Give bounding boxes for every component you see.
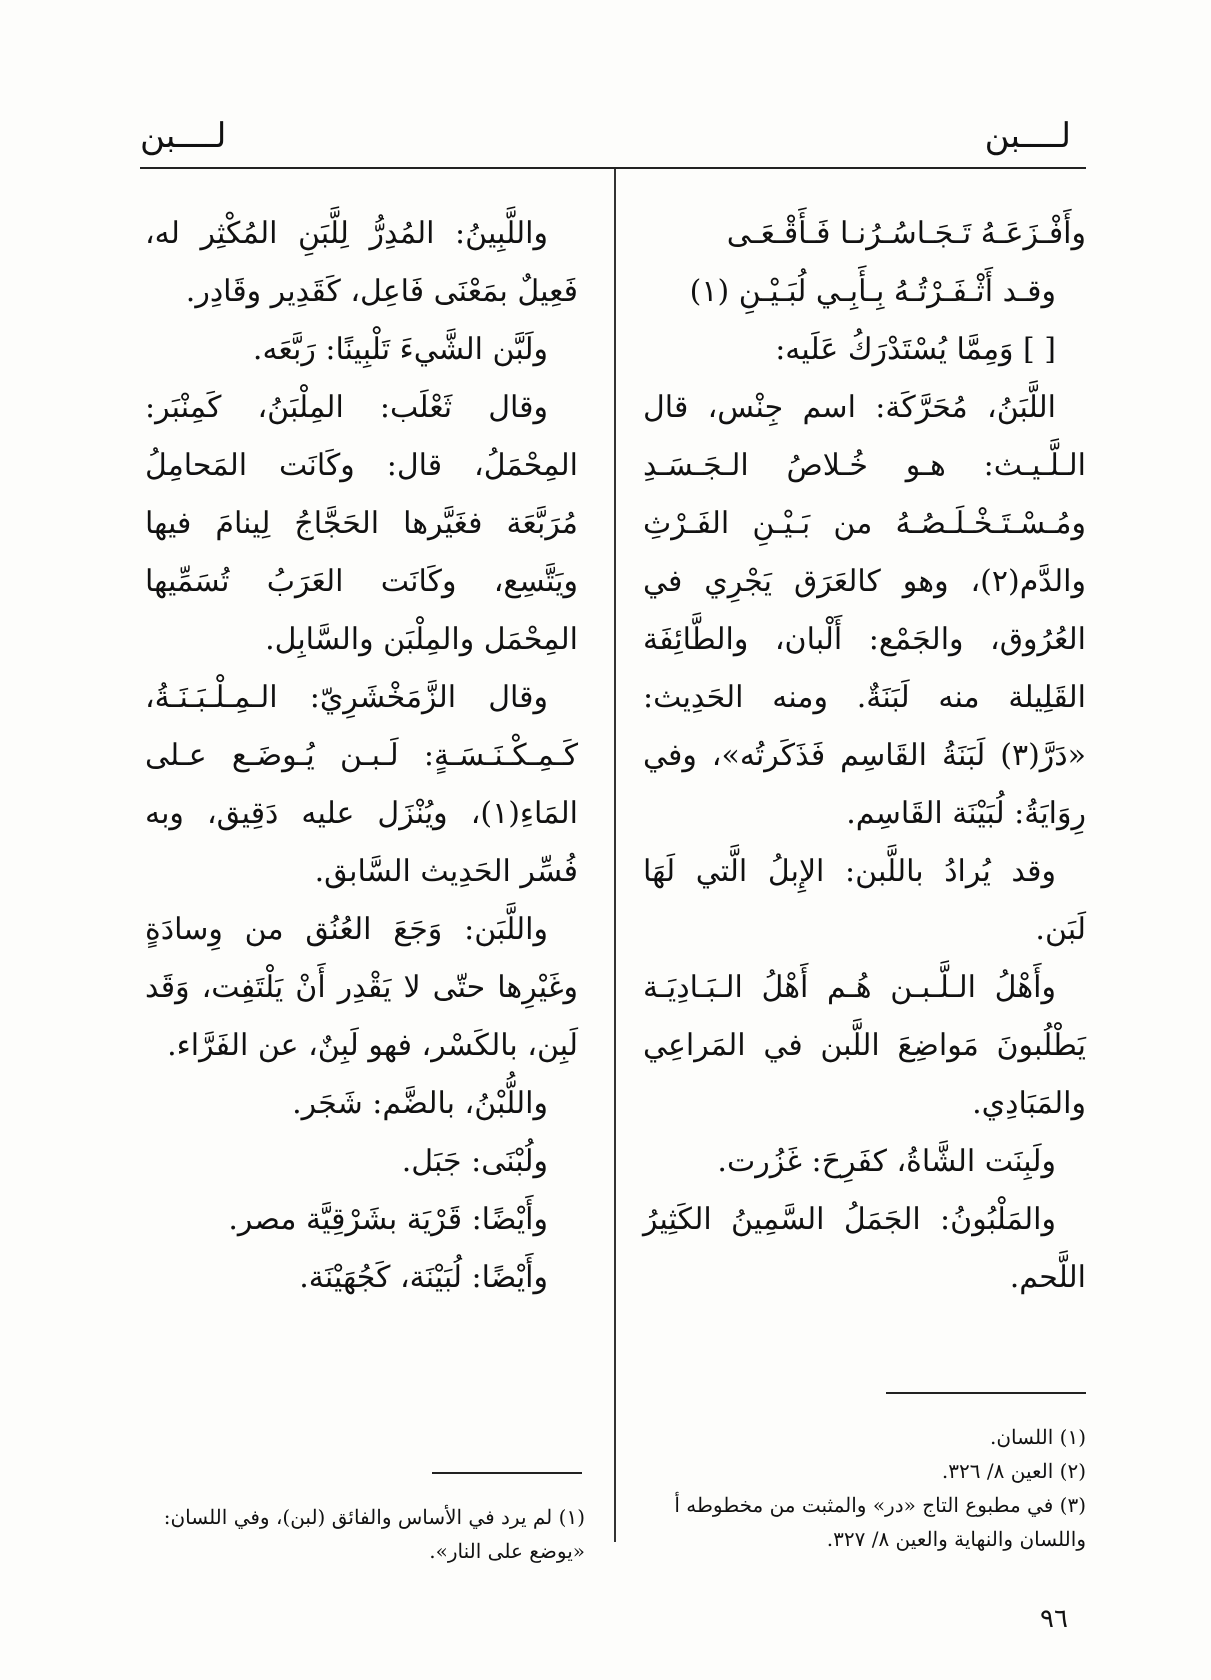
paragraph: وأَيْضًا: لُبَيْنَة، كَجُهَيْنَة. bbox=[299, 1260, 548, 1295]
paragraph: ولَبَّن الشَّيءَ تَلْبِينًا: رَبَّعَه. bbox=[252, 332, 548, 367]
paragraph: ولُبْنَى: جَبَل. bbox=[401, 1144, 548, 1179]
paragraph: ولَبِنَت الشَّاةُ، كفَرِحَ: غَزُرت. bbox=[717, 1144, 1056, 1179]
header-left-word: لــــبن bbox=[140, 116, 227, 156]
footnote: (٣) في مطبوع التاج «در» والمثبت من مخطوطه أ واللسان والنهاية والعين ٨/ ٣٢٧. bbox=[674, 1493, 1086, 1551]
paragraph: [ ] وَمِمَّا يُسْتَدْرَكُ عَلَيه: bbox=[775, 332, 1056, 367]
left-column bbox=[145, 205, 578, 1307]
footnote: (٢) العين ٨/ ٣٢٦. bbox=[941, 1459, 1086, 1483]
page-number: ٩٦ bbox=[1040, 1604, 1068, 1634]
verse-line: وقـد أَثْـفَـرْتُـهُ بِـأَبِـي لُبَـيْـنِ (١) bbox=[689, 274, 1056, 309]
paragraph: وأَيْضًا: قَرْيَة بشَرْقِيَّة مصر. bbox=[228, 1202, 548, 1237]
paragraph: وقد يُرادُ باللَّبن: الإِبلُ الَّتي لَهَا لَبَن. bbox=[643, 854, 1086, 947]
right-column bbox=[643, 205, 1086, 1307]
paragraph: والمَلْبُونُ: الجَمَلُ السَّمِينُ الكَثِيرُ اللَّحم. bbox=[643, 1202, 1086, 1295]
verse-line: وأَفْـزَعَـهُ تَـجَـاسُـرُنـا فَـأَقْـعَـى bbox=[726, 216, 1086, 251]
footnotes-right bbox=[636, 1420, 1086, 1556]
paragraph: واللَّبِينُ: المُدِرُّ لِلَّبَنِ المُكْثِر له، فَعِيلٌ بمَعْنَى فَاعِل، كَقَدِير وقَادِر. bbox=[145, 216, 578, 309]
paragraph: اللَّبَنُ، مُحَرَّكَة: اسم جِنْس، قال الـلَّـيـث: هـو خُـلاصُ الـجَـسَـدِ ومُـسْـتَـخْـلَـصُـهُ من بَـيْـنِ الفَـرْثِ والدَّم(٢)، وهو كالعَرَق يَجْرِي في العُرُوق، والجَمْع: أَلْبان، والطَّائِفَة القَلِيلة منه لَبَنَةٌ. ومنه الحَدِيث: «دَرَّ(٣) لَبَنَةُ القَاسِم فَذَكَرتُه»، وفي رِوَايَةُ: لُبَيْنَة القَاسِم. bbox=[643, 390, 1086, 831]
paragraph: واللُّبْنُ، بالضَّم: شَجَر. bbox=[292, 1086, 548, 1121]
paragraph: وقال ثَعْلَب: المِلْبَنُ، كَمِنْبَر: المِحْمَلُ، قال: وكَانَت المَحامِلُ مُرَبَّعَة فغَيَّرها الحَجَّاجُ لِينامَ فيها ويَتَّسِع، وكَانَت العَرَبُ تُسَمِّيها المِحْمَل والمِلْبَن والسَّابِل. bbox=[145, 390, 578, 657]
footnote: (١) لم يرد في الأساس والفائق (لبن)، وفي اللسان: «يوضع على النار». bbox=[163, 1505, 585, 1563]
header-rule bbox=[140, 167, 1086, 169]
paragraph: وأَهْلُ الـلَّـبـن هُـم أَهْلُ الـبَـادِيَـة يَطْلُبونَ مَواضِعَ اللَّبن في المَراعِي والمَبَادِي. bbox=[643, 970, 1086, 1121]
footnote-rule-left bbox=[432, 1472, 582, 1474]
header-right-word: لــــبن bbox=[984, 116, 1071, 156]
running-header bbox=[140, 108, 1086, 168]
footnote: (١) اللسان. bbox=[990, 1425, 1086, 1449]
footnote-rule-right bbox=[886, 1392, 1086, 1394]
paragraph: وقال الزَّمَخْشَرِيّ: الـمِـلْـبَـنَـةُ، كَـمِـكْـنَـسَـةٍ: لَـبـن يُـوضَـع عـلى المَاءِ(١)، ويُنْزَل عليه دَقِيق، وبه فُسِّر الحَدِيث السَّابق. bbox=[145, 680, 578, 889]
paragraph: واللَّبَن: وَجَعَ العُنُق من وِسادَةٍ وغَيْرِها حتّى لا يَقْدِر أَنْ يَلْتَفِت، وَقَد لَبِن، بالكَسْر، فهو لَبِنٌ، عن الفَرَّاء. bbox=[145, 912, 578, 1063]
footnotes-left bbox=[145, 1500, 585, 1568]
column-divider bbox=[614, 169, 616, 1542]
